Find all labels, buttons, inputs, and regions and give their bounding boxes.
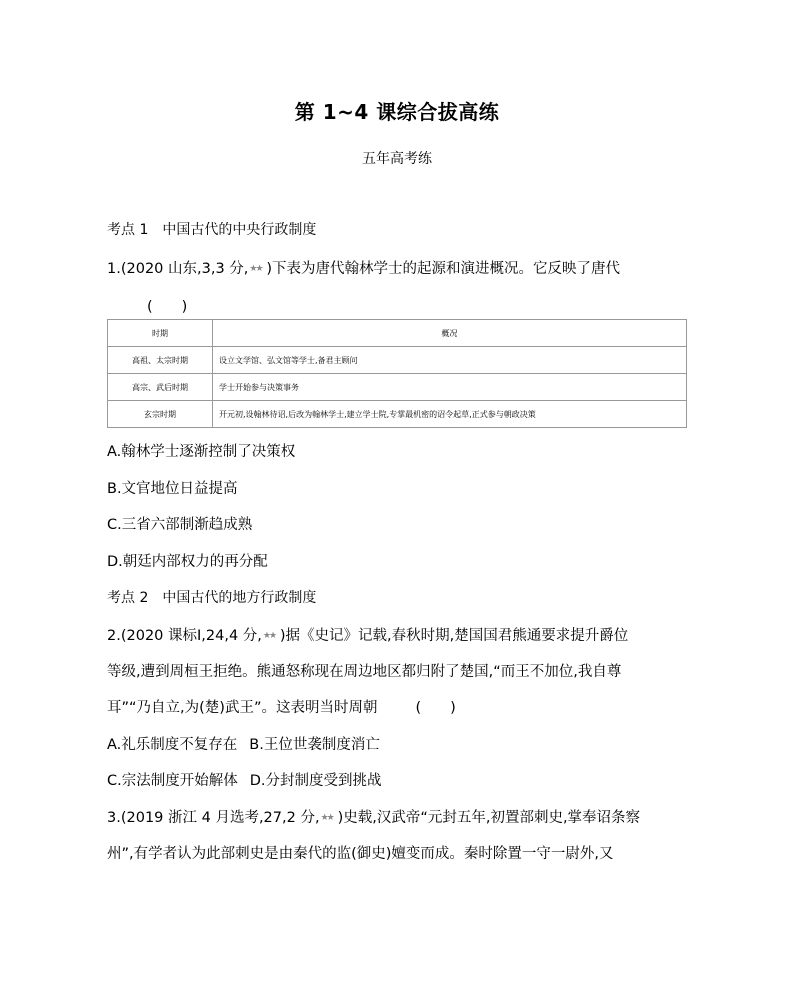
option-d: D.朝廷内部权力的再分配 — [107, 554, 268, 570]
page-title: 第 1~4 课综合拔高练 — [294, 100, 500, 124]
question-text: 耳”“乃自立,为(楚)武王”。这表明当时周朝 — [107, 700, 378, 716]
page-subtitle: 五年高考练 — [362, 151, 432, 167]
question-text: )史载,汉武帝“元封五年,初置部刺史,掌奉诏条察 — [337, 810, 641, 826]
history-table — [107, 319, 687, 428]
option-c: C.三省六部制渐趋成熟 — [107, 517, 253, 533]
difficulty-stars-icon: ★★ — [249, 263, 262, 274]
difficulty-stars-icon: ★★ — [320, 812, 333, 823]
option-a: A.礼乐制度不复存在 — [107, 737, 238, 753]
option-b: B.文官地位日益提高 — [107, 481, 238, 497]
question-2-line-3 — [107, 696, 456, 717]
option-b: B.王位世袭制度消亡 — [249, 737, 380, 753]
table-cell: 学士开始参与决策事务 — [213, 374, 687, 401]
table-row — [108, 347, 687, 374]
table-header-row — [108, 320, 687, 347]
section-heading-2 — [107, 587, 316, 607]
options-row-2 — [107, 769, 382, 790]
question-2-line-1 — [107, 624, 628, 645]
table-header-cell: 时期 — [108, 320, 213, 347]
answer-bracket: ( ) — [147, 299, 188, 315]
table-cell: 高祖、太宗时期 — [108, 347, 213, 374]
table-cell: 玄宗时期 — [108, 401, 213, 428]
question-3-line-2: 州”,有学者认为此部刺史是由秦代的监(御史)嬗变而成。秦时除置一守一尉外,又 — [107, 846, 614, 862]
table-row — [108, 374, 687, 401]
question-2-line-2: 等级,遭到周桓王拒绝。熊通怒称现在周边地区都归附了楚国,“而王不加位,我自尊 — [107, 664, 622, 680]
options-row-1 — [107, 733, 380, 754]
question-text: )下表为唐代翰林学士的起源和演进概况。它反映了唐代 — [266, 261, 621, 277]
question-source: 1.(2020 山东,3,3 分, — [107, 261, 249, 277]
question-source: 2.(2020 课标Ⅰ,24,4 分, — [107, 628, 262, 644]
question-3-line-1 — [107, 806, 640, 827]
section-label: 考点 2 — [107, 590, 149, 606]
option-d: D.分封制度受到挑战 — [249, 773, 382, 789]
option-c: C.宗法制度开始解体 — [107, 773, 238, 789]
table-cell: 设立文学馆、弘文馆等学士,备君主顾问 — [213, 347, 687, 374]
section-title: 中国古代的地方行政制度 — [162, 590, 317, 606]
option-a: A.翰林学士逐渐控制了决策权 — [107, 444, 296, 460]
question-text: )据《史记》记载,春秋时期,楚国国君熊通要求提升爵位 — [279, 628, 629, 644]
difficulty-stars-icon: ★★ — [262, 630, 276, 641]
table-cell: 高宗、武后时期 — [108, 374, 213, 401]
table-row — [108, 401, 687, 428]
table-header-cell: 概况 — [213, 320, 687, 347]
question-source: 3.(2019 浙江 4 月选考,27,2 分, — [107, 810, 320, 826]
section-title: 中国古代的中央行政制度 — [162, 222, 317, 238]
section-label: 考点 1 — [107, 222, 149, 238]
table-cell: 开元初,设翰林待诏,后改为翰林学士,建立学士院,专掌最机密的诏令起草,正式参与朝政决策 — [213, 401, 687, 428]
answer-bracket: ( ) — [415, 700, 456, 716]
question-1-stem — [107, 257, 620, 278]
section-heading-1 — [107, 219, 316, 239]
